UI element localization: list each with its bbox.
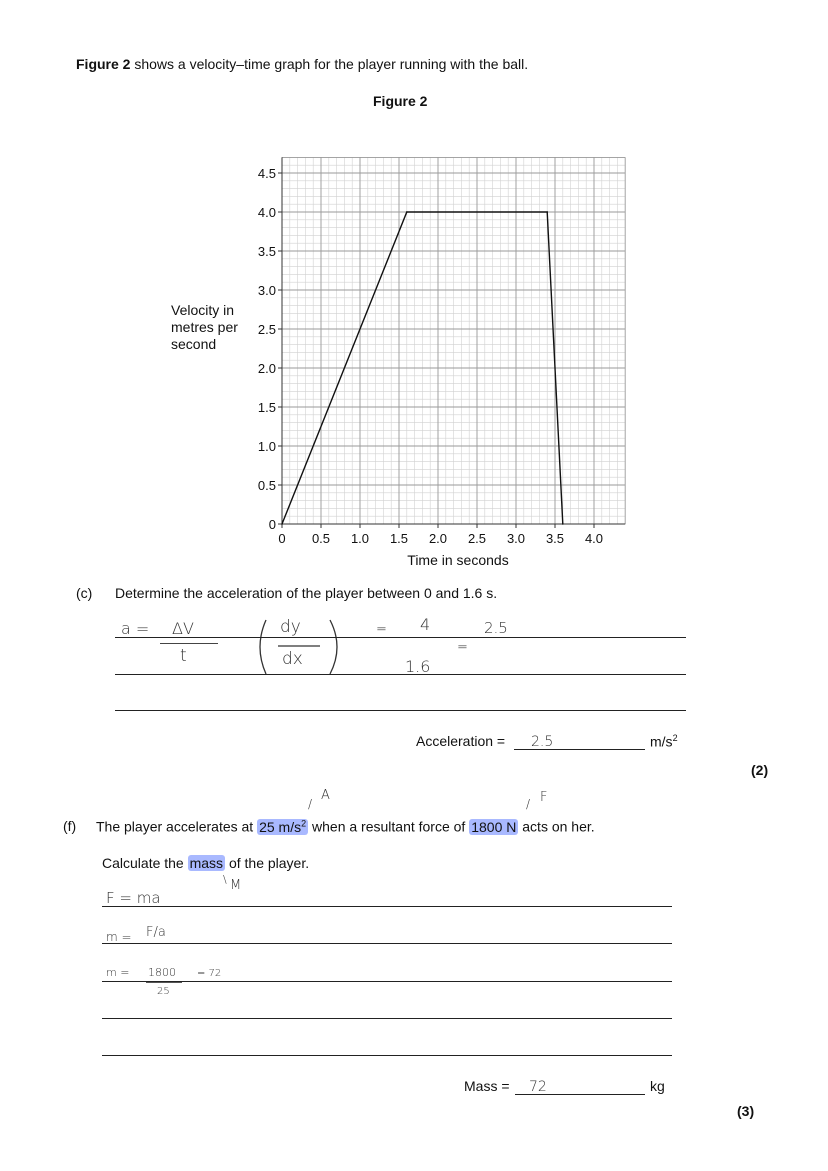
f-annotation-f-tick: / (526, 797, 531, 811)
intro-sentence: shows a velocity–time graph for the player running with the ball. (134, 56, 529, 72)
f-work-line-3-post: = 72 (197, 968, 222, 979)
f-annotation-m-tick: \ (223, 873, 227, 886)
part-f-label: (f) (63, 818, 77, 834)
x-tick-label: 2.5 (467, 531, 487, 546)
c-answer-unit-sup: 2 (672, 733, 678, 743)
y-tick-label: 4.0 (257, 205, 276, 220)
f-q-pre: The player accelerates at (96, 818, 254, 835)
f-annotation-a: A (321, 788, 330, 803)
velocity-point (281, 523, 283, 525)
part-f-question-2 (102, 855, 309, 871)
f-answer-line-5 (102, 1055, 672, 1056)
part-c-question: Determine the acceleration of the player between 0 and 1.6 s. (115, 585, 498, 601)
x-tick-label: 4.0 (584, 531, 604, 546)
c-marks: (2) (751, 762, 769, 778)
x-axis-label: Time in seconds (407, 552, 509, 568)
c-work-denominator: 1.6 (405, 657, 431, 676)
figure-reference: Figure 2 (76, 56, 131, 72)
f-answer-blank (515, 1094, 645, 1095)
y-axis-label (171, 302, 238, 352)
y-tick-label: 2.0 (257, 361, 276, 376)
f-q2-mass: mass (189, 855, 224, 871)
x-tick-label: 0.5 (311, 531, 331, 546)
c-answer-line-1 (115, 637, 686, 638)
f-q2-pre: Calculate the (102, 855, 184, 871)
c-answer-line-2 (115, 674, 686, 675)
part-f-question (96, 818, 595, 835)
y-tick-label: 1.0 (257, 439, 276, 454)
velocity-point (562, 523, 564, 525)
x-tick-label: 1.5 (389, 531, 409, 546)
y-axis-label-line: metres per (171, 319, 238, 335)
c-work-t: t (180, 646, 187, 666)
f-annotation-f: F (540, 790, 548, 805)
f-answer-unit: kg (650, 1078, 665, 1094)
velocity-point (546, 211, 548, 213)
c-answer-unit-text: m/s (650, 733, 673, 750)
c-work-dx: dx (282, 649, 303, 669)
f-q-accel-highlight (257, 819, 308, 835)
y-tick-label: 0.5 (257, 478, 276, 493)
c-answer-unit (650, 733, 678, 750)
f-answer-line-4 (102, 1018, 672, 1019)
f-answer-value: 72 (529, 1079, 547, 1095)
f-annotation-a-tick: / (308, 797, 313, 811)
y-axis-label-line: second (171, 336, 217, 352)
c-work-dy: dy (280, 617, 301, 637)
c-answer-value: 2.5 (531, 734, 554, 750)
c-work-equals-2: = (457, 640, 468, 655)
x-tick-label: 2.0 (428, 531, 448, 546)
f-answer-line-2 (102, 943, 672, 944)
y-axis-ticks (258, 166, 282, 532)
f-answer-line-1 (102, 906, 672, 907)
y-tick-label: 4.5 (257, 166, 276, 181)
y-tick-label: 0 (268, 517, 276, 532)
x-axis-ticks (278, 524, 603, 546)
f-work-line-3-pre: m = (106, 966, 130, 979)
y-axis-label-line: Velocity in (171, 302, 235, 318)
f-work-line-1: F = ma (106, 889, 161, 907)
c-answer-line-3 (115, 710, 686, 711)
c-answer-blank (514, 749, 645, 750)
y-tick-label: 3.5 (257, 244, 276, 259)
f-q-accel: 25 m/s (259, 818, 302, 835)
c-work-equals-1: = (376, 622, 387, 637)
figure-title: Figure 2 (373, 93, 428, 109)
c-work-a-eq: a = (121, 619, 150, 638)
f-work-line-3-num: 1800 (148, 966, 176, 979)
c-work-numerator: 4 (420, 615, 431, 634)
c-work-fraction-bar (160, 643, 218, 644)
velocity-point (406, 211, 408, 213)
y-tick-label: 3.0 (257, 283, 276, 298)
f-work-line-3-den: 25 (157, 986, 170, 997)
y-tick-label: 2.5 (257, 322, 276, 337)
x-tick-label: 1.0 (350, 531, 370, 546)
c-answer-label: Acceleration = (416, 733, 506, 749)
y-tick-label: 1.5 (257, 400, 276, 415)
f-annotation-m: M (230, 878, 242, 893)
f-marks: (3) (737, 1103, 755, 1119)
f-answer-line-3 (102, 981, 672, 982)
f-work-line-2-frac: F/a (146, 925, 166, 940)
f-q-post: acts on her. (522, 818, 595, 835)
f-work-fraction-bar (146, 982, 182, 983)
c-work-delta-v: ΔV (172, 619, 194, 638)
f-q-mid: when a resultant force of (312, 818, 466, 835)
x-tick-label: 3.0 (506, 531, 526, 546)
f-q-accel-sup: 2 (301, 818, 307, 828)
c-work-result: 2.5 (484, 619, 508, 637)
x-tick-label: 3.5 (545, 531, 565, 546)
f-work-line-2-pre: m = (106, 930, 132, 944)
f-q2-post: of the player. (228, 855, 310, 871)
x-tick-label: 0 (278, 531, 286, 546)
f-answer-label: Mass = (464, 1078, 510, 1094)
f-q-force: 1800 N (471, 818, 517, 835)
part-c-label: (c) (76, 585, 93, 601)
